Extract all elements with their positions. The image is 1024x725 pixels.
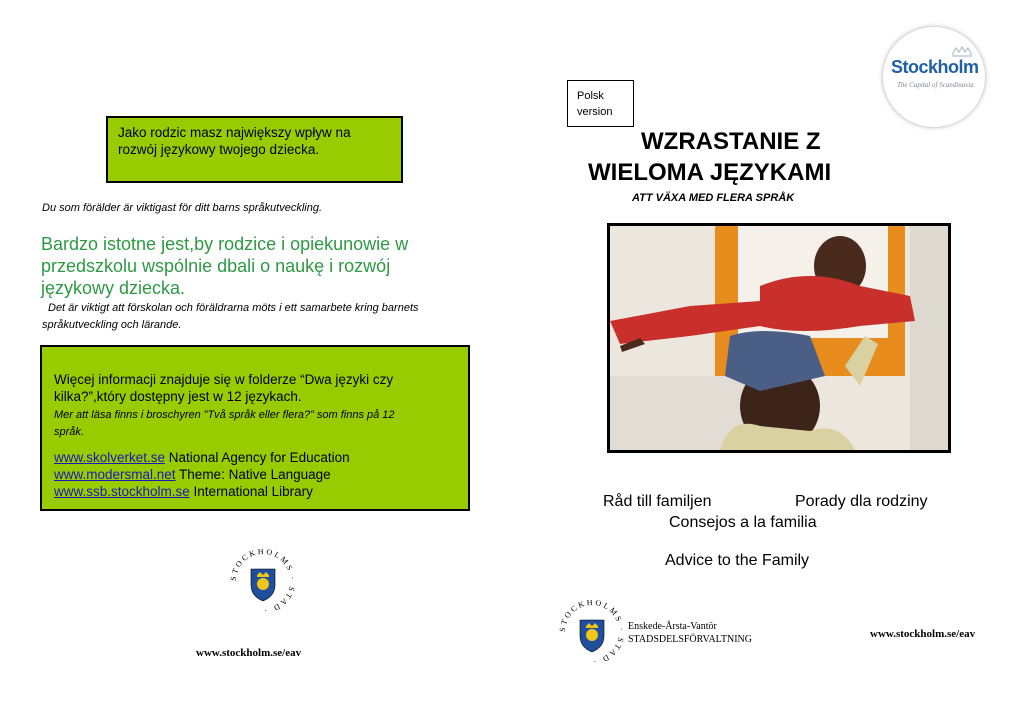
stockholms-stad-logo-right	[557, 600, 627, 664]
swedish-note-2: Det är viktigt att förskolan och föräldrarna möts i ett samarbete kring barnets språkutveckling och lärande.	[42, 302, 419, 331]
link-skolverket[interactable]: www.skolverket.se	[54, 450, 166, 465]
more-info-box	[40, 345, 470, 511]
title-line-1: WZRASTANIE Z	[641, 128, 821, 155]
top-info-box	[106, 116, 403, 183]
more-info-swedish: Mer att läsa finns i broschyren ”Två språk eller flera?” som finns på 12 språk.	[54, 409, 395, 438]
footer-url-right[interactable]: www.stockholm.se/eav	[870, 628, 976, 640]
title-line-2: WIELOMA JĘZYKAMI	[588, 159, 832, 186]
city-seal-icon	[228, 549, 298, 613]
org-line-2: STADSDELSFÖRVALTNING	[628, 634, 752, 645]
swedish-note-1: Du som förälder är viktigast för ditt barns språkutveckling.	[42, 202, 323, 214]
advice-polish: Porady dla rodziny	[795, 493, 928, 510]
version-label: Polsk version	[577, 90, 613, 118]
org-name	[628, 620, 752, 646]
more-info-polish: Więcej informacji znajduje się w folderze “Dwa języki czy kilka?”,który dostępny jest w 12 językach.	[54, 372, 394, 404]
link-row-ssb	[54, 483, 456, 500]
link-ssb[interactable]: www.ssb.stockholm.se	[54, 484, 190, 499]
link-row-modersmal	[54, 466, 456, 483]
link-desc: Theme: Native Language	[175, 467, 331, 482]
footer-url-left[interactable]: www.stockholm.se/eav	[196, 647, 302, 659]
svg-text:STOCKHOLMS · STAD ·: STOCKHOLMS · STAD ·	[228, 549, 298, 613]
badge-brand: Stockholm	[891, 57, 979, 77]
link-modersmal[interactable]: www.modersmal.net	[54, 467, 176, 482]
svg-text:STOCKHOLMS · STAD ·: STOCKHOLMS · STAD ·	[557, 600, 627, 664]
advice-spanish: Consejos a la familia	[669, 514, 817, 531]
badge-tagline: The Capital of Scandinavia	[897, 81, 974, 89]
link-list	[54, 449, 456, 500]
link-desc: International Library	[189, 484, 313, 499]
version-box	[567, 80, 634, 127]
stockholms-stad-logo-left	[228, 549, 298, 613]
org-line-1: Enskede-Årsta-Vantör	[628, 621, 717, 632]
father-child-photo-icon	[610, 226, 948, 450]
advice-swedish: Råd till familjen	[603, 493, 712, 510]
subtitle: ATT VÄXA MED FLERA SPRÅK	[632, 192, 795, 204]
top-info-text: Jako rodzic masz największy wpływ na rozwój językowy twojego dziecka.	[118, 125, 351, 157]
green-heading: Bardzo istotne jest,by rodzice i opiekunowie w przedszkolu wspólnie dbali o naukę i rozwój językowy dziecka.	[41, 234, 409, 298]
link-row-skolverket	[54, 449, 456, 466]
city-seal-icon	[557, 600, 627, 664]
link-desc: National Agency for Education	[165, 450, 350, 465]
advice-english: Advice to the Family	[665, 552, 810, 569]
stockholm-badge	[883, 27, 985, 127]
family-photo	[607, 223, 951, 453]
